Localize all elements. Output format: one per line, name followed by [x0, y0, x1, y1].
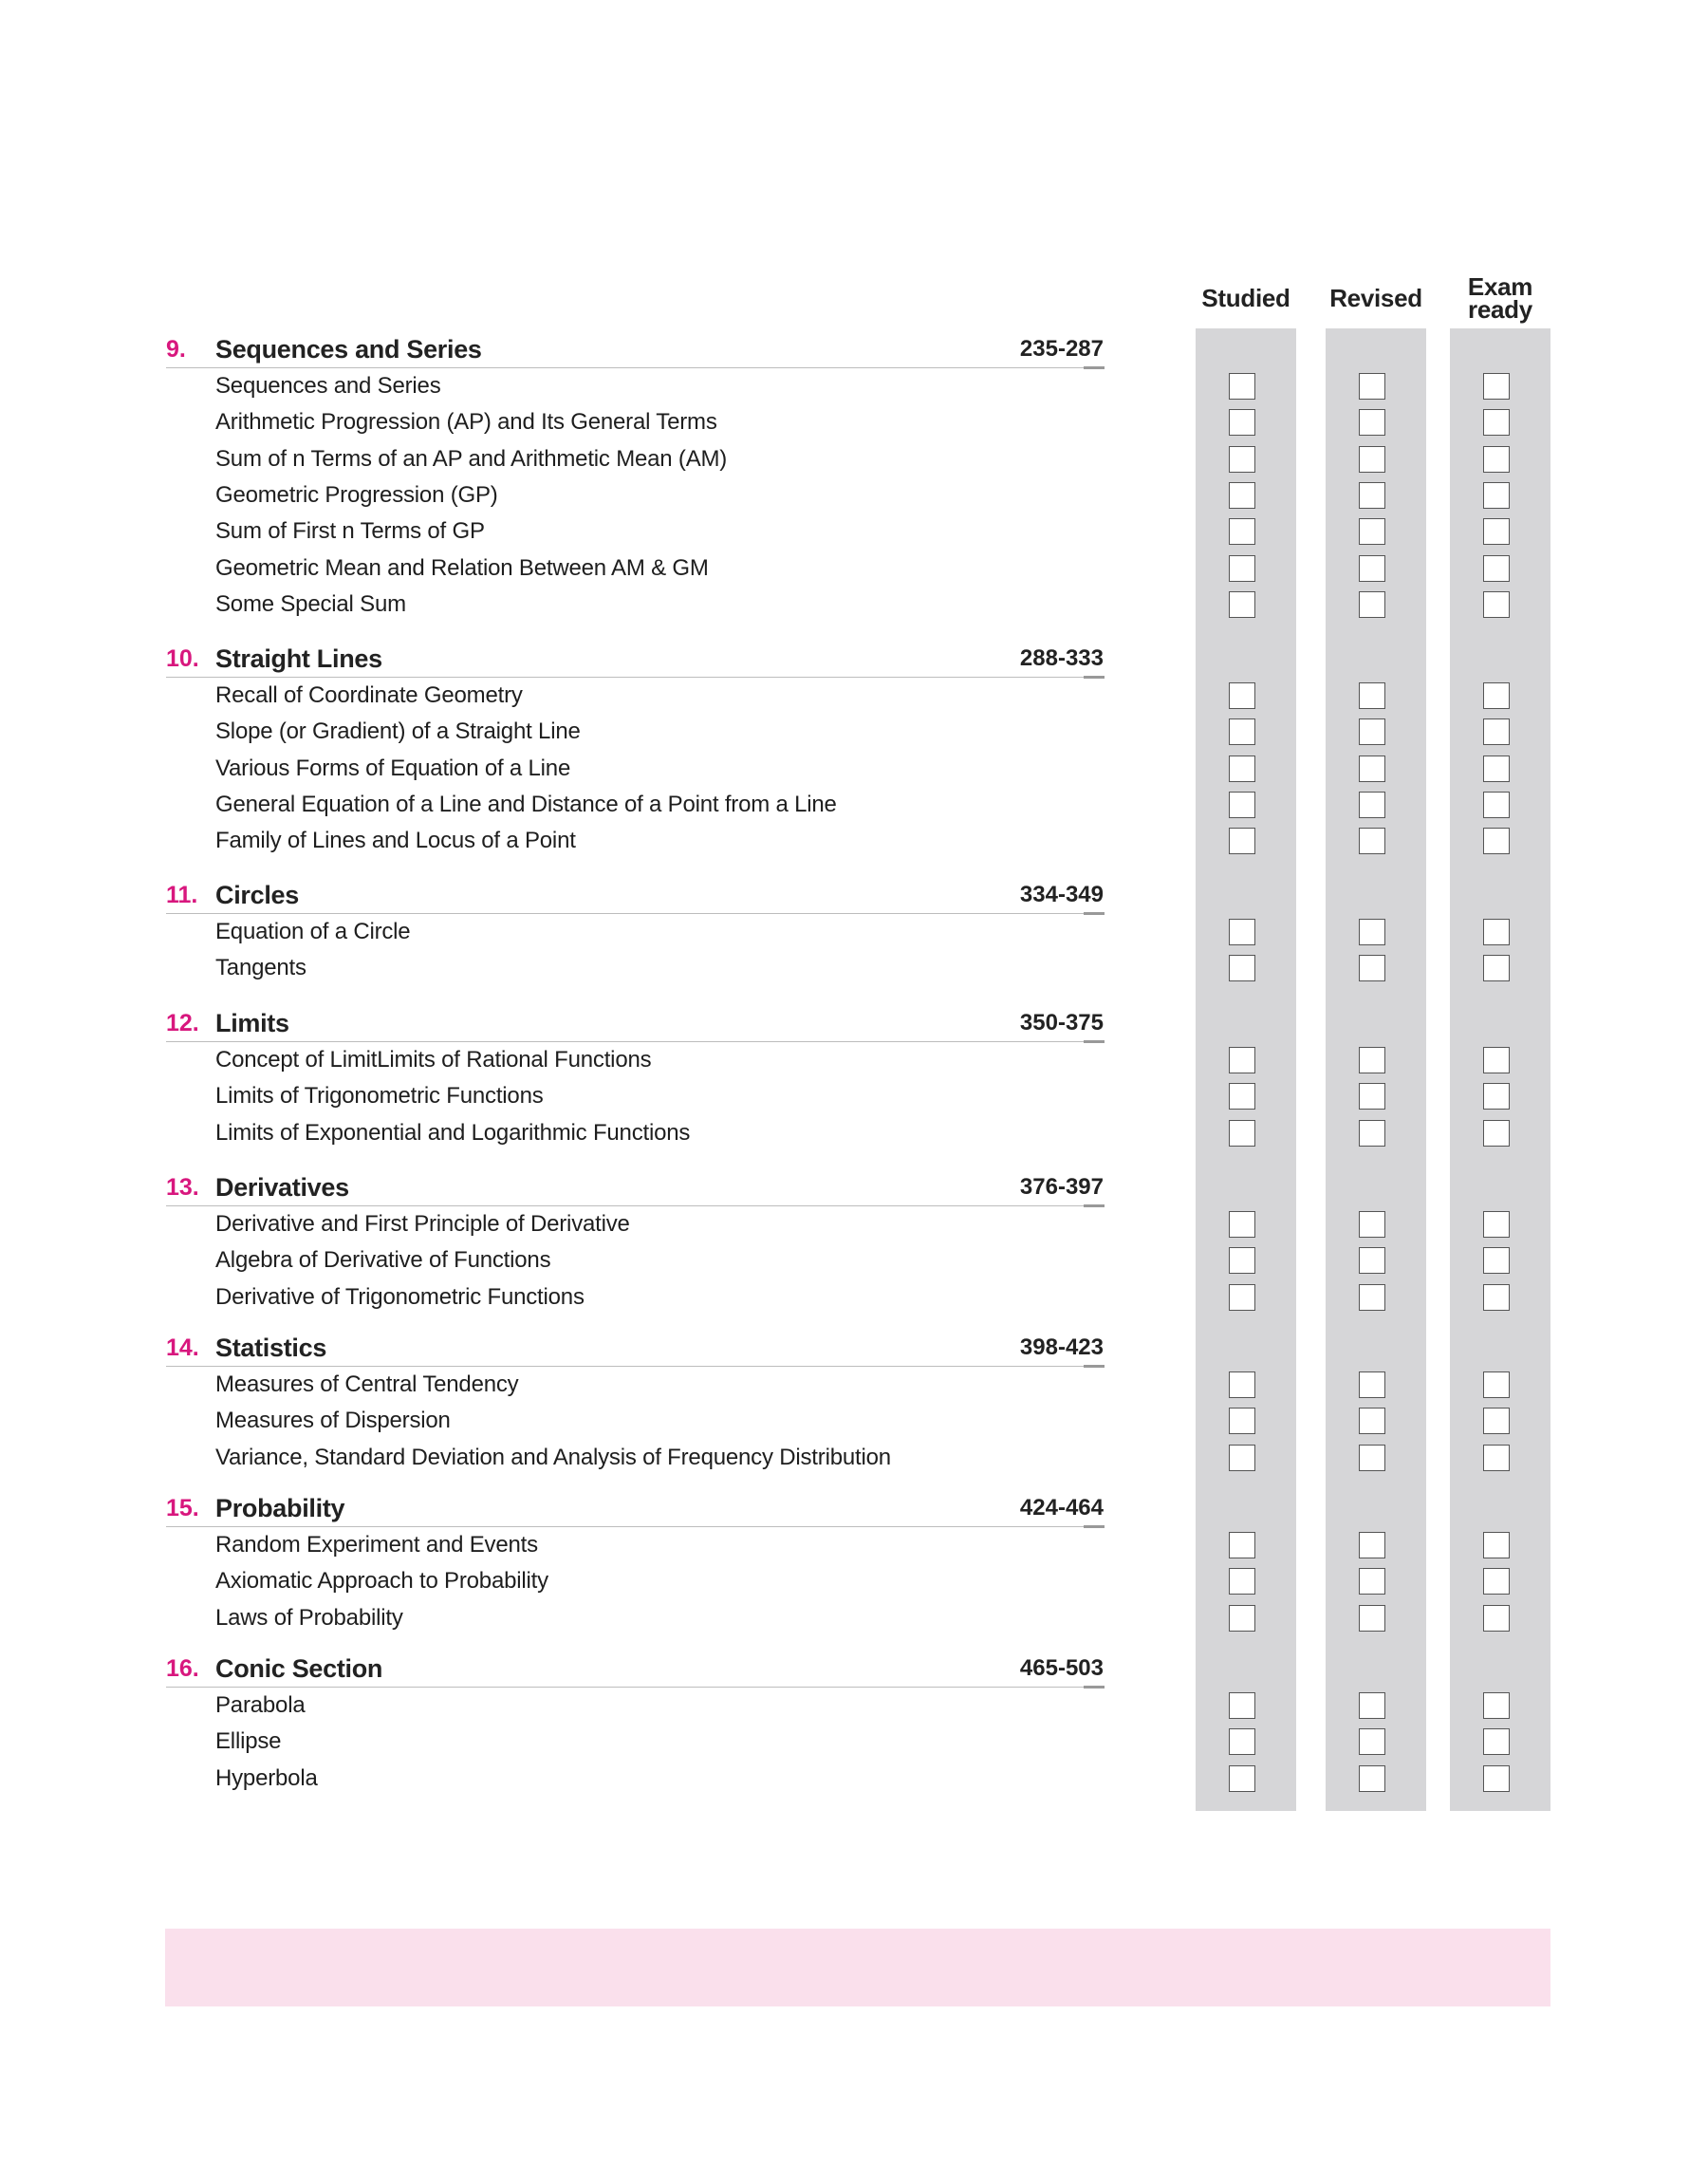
revised-checkbox[interactable]	[1359, 718, 1385, 745]
revised-checkbox[interactable]	[1359, 373, 1385, 400]
exam-ready-checkbox[interactable]	[1483, 1568, 1510, 1595]
topic-item: Geometric Mean and Relation Between AM & GM	[215, 554, 709, 581]
studied-checkbox[interactable]	[1229, 591, 1255, 618]
revised-column-header: Revised	[1329, 284, 1422, 312]
exam-ready-checkbox[interactable]	[1483, 1047, 1510, 1073]
studied-checkbox[interactable]	[1229, 955, 1255, 981]
page-range-underline	[1084, 912, 1105, 915]
chapter-page-range: 235-287	[1019, 336, 1104, 362]
chapter-heading	[0, 1489, 1139, 1527]
chapter-title: Statistics	[215, 1334, 327, 1362]
exam-ready-checkbox[interactable]	[1483, 591, 1510, 618]
exam-ready-checkbox[interactable]	[1483, 1247, 1510, 1274]
page-range-underline	[1084, 1040, 1105, 1043]
revised-checkbox[interactable]	[1359, 1211, 1385, 1238]
exam-ready-checkbox[interactable]	[1483, 1445, 1510, 1471]
topic-item: Ellipse	[215, 1728, 282, 1755]
topic-item: Derivative of Trigonometric Functions	[215, 1283, 585, 1310]
chapter-number: 12.	[166, 1010, 199, 1036]
page-range-underline	[1084, 1365, 1105, 1368]
revised-checkbox[interactable]	[1359, 1765, 1385, 1792]
studied-checkbox[interactable]	[1229, 1247, 1255, 1274]
exam-ready-checkbox[interactable]	[1483, 373, 1510, 400]
exam-ready-checkbox[interactable]	[1483, 482, 1510, 509]
chapter-heading	[0, 1168, 1139, 1206]
chapter-page-range: 398-423	[1019, 1334, 1104, 1360]
revised-checkbox[interactable]	[1359, 1247, 1385, 1274]
exam-ready-checkbox[interactable]	[1483, 919, 1510, 945]
chapter-page-range: 334-349	[1019, 882, 1104, 907]
topic-item: Concept of LimitLimits of Rational Functions	[215, 1047, 652, 1073]
exam-ready-checkbox[interactable]	[1483, 1284, 1510, 1311]
revised-checkbox[interactable]	[1359, 756, 1385, 782]
chapter-divider	[166, 1687, 1104, 1688]
revised-checkbox[interactable]	[1359, 482, 1385, 509]
chapter-title: Limits	[215, 1009, 289, 1037]
chapter-title: Straight Lines	[215, 644, 382, 673]
chapter-page-range: 288-333	[1019, 645, 1104, 671]
revised-checkbox[interactable]	[1359, 1371, 1385, 1398]
topic-item: Equation of a Circle	[215, 919, 411, 944]
exam-ready-checkbox[interactable]	[1483, 1765, 1510, 1792]
revised-checkbox[interactable]	[1359, 1408, 1385, 1434]
chapter-page-range: 424-464	[1019, 1495, 1104, 1521]
revised-checkbox[interactable]	[1359, 1120, 1385, 1147]
topic-item: Recall of Coordinate Geometry	[215, 682, 523, 708]
chapter-page-range: 376-397	[1019, 1174, 1104, 1200]
topic-item: Parabola	[215, 1692, 306, 1718]
chapter-page-range: 465-503	[1019, 1655, 1104, 1681]
exam-ready-checkbox[interactable]	[1483, 1408, 1510, 1434]
studied-checkbox[interactable]	[1229, 555, 1255, 582]
studied-checkbox[interactable]	[1229, 919, 1255, 945]
page-range-underline	[1084, 366, 1105, 369]
topic-item: Sequences and Series	[215, 373, 441, 399]
revised-checkbox[interactable]	[1359, 518, 1385, 545]
studied-checkbox[interactable]	[1229, 1692, 1255, 1719]
topic-item: General Equation of a Line and Distance of a Point from a Line	[215, 791, 837, 817]
revised-checkbox[interactable]	[1359, 955, 1385, 981]
studied-checkbox[interactable]	[1229, 446, 1255, 473]
studied-checkbox[interactable]	[1229, 1568, 1255, 1595]
revised-checkbox[interactable]	[1359, 1083, 1385, 1110]
revised-checkbox[interactable]	[1359, 1728, 1385, 1755]
topic-item: Laws of Probability	[215, 1604, 403, 1631]
topic-item: Limits of Exponential and Logarithmic Functions	[215, 1119, 691, 1146]
revised-checkbox[interactable]	[1359, 1532, 1385, 1558]
topic-item: Tangents	[215, 955, 306, 981]
studied-checkbox[interactable]	[1229, 1047, 1255, 1073]
page-range-underline	[1084, 1686, 1105, 1689]
studied-checkbox[interactable]	[1229, 1605, 1255, 1632]
topic-item: Slope (or Gradient) of a Straight Line	[215, 718, 581, 745]
topic-item: Variance, Standard Deviation and Analysis of Frequency Distribution	[215, 1444, 891, 1470]
revised-checkbox[interactable]	[1359, 792, 1385, 818]
exam-ready-checkbox[interactable]	[1483, 1532, 1510, 1558]
studied-checkbox[interactable]	[1229, 1211, 1255, 1238]
chapter-number: 14.	[166, 1334, 199, 1361]
studied-checkbox[interactable]	[1229, 682, 1255, 709]
exam-ready-column-header: Exam ready	[1467, 272, 1533, 324]
revised-checkbox[interactable]	[1359, 682, 1385, 709]
studied-checkbox[interactable]	[1229, 792, 1255, 818]
studied-checkbox[interactable]	[1229, 373, 1255, 400]
exam-ready-checkbox[interactable]	[1483, 409, 1510, 436]
chapter-page-range: 350-375	[1019, 1010, 1104, 1036]
exam-ready-checkbox[interactable]	[1483, 1120, 1510, 1147]
chapter-title: Derivatives	[215, 1173, 349, 1202]
topic-item: Axiomatic Approach to Probability	[215, 1568, 548, 1595]
topic-item: Family of Lines and Locus of a Point	[215, 828, 576, 854]
chapter-number: 11.	[166, 882, 198, 908]
chapter-heading	[0, 330, 1139, 368]
revised-checkbox[interactable]	[1359, 1445, 1385, 1471]
studied-checkbox[interactable]	[1229, 1083, 1255, 1110]
exam-ready-checkbox[interactable]	[1483, 718, 1510, 745]
page-range-underline	[1084, 1204, 1105, 1207]
exam-ready-checkbox[interactable]	[1483, 756, 1510, 782]
exam-ready-checkbox[interactable]	[1483, 1211, 1510, 1238]
chapter-heading	[0, 1004, 1139, 1042]
exam-ready-checkbox[interactable]	[1483, 682, 1510, 709]
exam-ready-checkbox[interactable]	[1483, 1692, 1510, 1719]
topic-item: Derivative and First Principle of Derivative	[215, 1211, 630, 1237]
topic-item: Some Special Sum	[215, 590, 406, 617]
revised-checkbox[interactable]	[1359, 919, 1385, 945]
page-range-underline	[1084, 676, 1105, 679]
studied-checkbox[interactable]	[1229, 409, 1255, 436]
exam-ready-checkbox[interactable]	[1483, 1083, 1510, 1110]
chapter-number: 10.	[166, 645, 199, 672]
topic-item: Various Forms of Equation of a Line	[215, 755, 571, 781]
studied-checkbox[interactable]	[1229, 1371, 1255, 1398]
exam-ready-checkbox[interactable]	[1483, 1371, 1510, 1398]
chapter-title: Circles	[215, 881, 299, 909]
chapter-title: Probability	[215, 1494, 345, 1522]
revised-checkbox[interactable]	[1359, 555, 1385, 582]
topic-item: Measures of Central Tendency	[215, 1371, 519, 1397]
chapter-heading	[0, 1329, 1139, 1367]
topic-item: Measures of Dispersion	[215, 1408, 451, 1434]
topic-item: Limits of Trigonometric Functions	[215, 1083, 544, 1110]
exam-ready-checkbox[interactable]	[1483, 1728, 1510, 1755]
exam-ready-checkbox[interactable]	[1483, 792, 1510, 818]
chapter-number: 9.	[166, 336, 186, 363]
exam-ready-checkbox[interactable]	[1483, 828, 1510, 854]
revised-checkbox[interactable]	[1359, 828, 1385, 854]
chapter-number: 16.	[166, 1655, 199, 1682]
exam-ready-checkbox[interactable]	[1483, 955, 1510, 981]
chapter-number: 13.	[166, 1174, 199, 1201]
studied-column-header: Studied	[1201, 284, 1290, 312]
studied-checkbox[interactable]	[1229, 1532, 1255, 1558]
exam-ready-checkbox[interactable]	[1483, 555, 1510, 582]
revised-checkbox[interactable]	[1359, 591, 1385, 618]
studied-checkbox[interactable]	[1229, 518, 1255, 545]
chapter-heading	[0, 1650, 1139, 1688]
revised-checkbox[interactable]	[1359, 1047, 1385, 1073]
revised-checkbox[interactable]	[1359, 409, 1385, 436]
revised-checkbox[interactable]	[1359, 1568, 1385, 1595]
studied-checkbox[interactable]	[1229, 1445, 1255, 1471]
topic-item: Algebra of Derivative of Functions	[215, 1247, 551, 1274]
studied-checkbox[interactable]	[1229, 828, 1255, 854]
revised-checkbox[interactable]	[1359, 1605, 1385, 1632]
studied-checkbox[interactable]	[1229, 1765, 1255, 1792]
exam-ready-checkbox[interactable]	[1483, 446, 1510, 473]
footer-band	[165, 1929, 1550, 2006]
chapter-number: 15.	[166, 1495, 199, 1521]
exam-ready-checkbox[interactable]	[1483, 518, 1510, 545]
page-range-underline	[1084, 1525, 1105, 1528]
studied-checkbox[interactable]	[1229, 482, 1255, 509]
topic-item: Random Experiment and Events	[215, 1532, 538, 1558]
exam-ready-checkbox[interactable]	[1483, 1605, 1510, 1632]
studied-checkbox[interactable]	[1229, 718, 1255, 745]
studied-checkbox[interactable]	[1229, 1728, 1255, 1755]
topic-item: Sum of First n Terms of GP	[215, 518, 485, 545]
revised-checkbox[interactable]	[1359, 446, 1385, 473]
topic-item: Arithmetic Progression (AP) and Its General Terms	[215, 409, 717, 436]
revised-checkbox[interactable]	[1359, 1692, 1385, 1719]
topic-item: Hyperbola	[215, 1764, 318, 1791]
chapter-heading	[0, 876, 1139, 914]
studied-checkbox[interactable]	[1229, 1408, 1255, 1434]
studied-checkbox[interactable]	[1229, 756, 1255, 782]
chapter-title: Conic Section	[215, 1654, 383, 1683]
revised-checkbox[interactable]	[1359, 1284, 1385, 1311]
studied-checkbox[interactable]	[1229, 1284, 1255, 1311]
chapter-title: Sequences and Series	[215, 335, 482, 364]
studied-checkbox[interactable]	[1229, 1120, 1255, 1147]
chapter-heading	[0, 640, 1139, 678]
topic-item: Sum of n Terms of an AP and Arithmetic Mean (AM)	[215, 445, 728, 472]
topic-item: Geometric Progression (GP)	[215, 481, 498, 508]
